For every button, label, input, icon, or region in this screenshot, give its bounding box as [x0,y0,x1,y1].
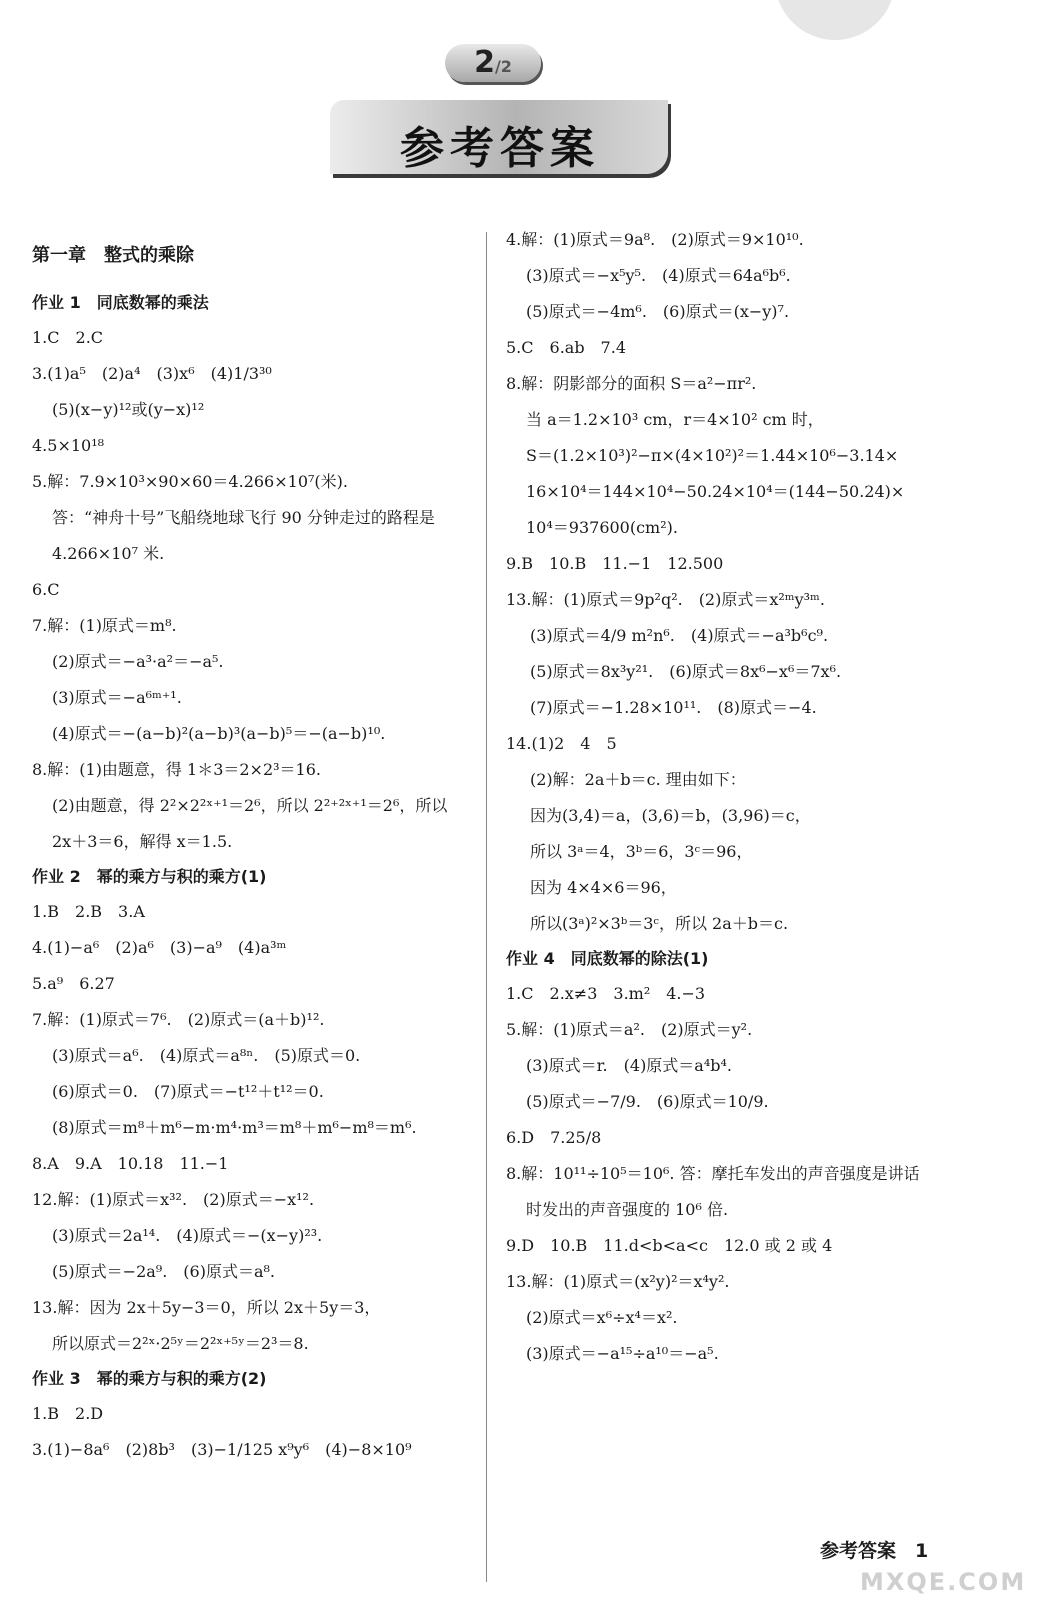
answer-line: (5)原式＝−2a⁹. (6)原式＝a⁸. [52,1262,275,1281]
answer-line: 所以(3ᵃ)²×3ᵇ＝3ᶜ，所以 2a＋b＝c. [530,914,789,933]
answer-line: 所以 3ᵃ＝4，3ᵇ＝6，3ᶜ＝96， [530,842,753,861]
answer-line: (2)由题意，得 2²×2²ˣ⁺¹＝2⁶，所以 2²⁺²ˣ⁺¹＝2⁶，所以 [52,796,448,815]
answer-line: 1.B 2.D [32,1404,104,1423]
answer-line: (3)原式＝r. (4)原式＝a⁴b⁴. [526,1056,733,1075]
answer-line: 因为 4×4×6＝96， [530,878,677,897]
answer-line: 2x＋3＝6，解得 x＝1.5. [52,832,233,851]
page-footer: 参考答案 1 [820,1540,929,1562]
answer-line: (6)原式＝0. (7)原式＝−t¹²＋t¹²＝0. [52,1082,324,1101]
answer-line: (3)原式＝−a¹⁵÷a¹⁰＝−a⁵. [526,1344,719,1363]
answer-line: 当 a＝1.2×10³ cm，r＝4×10² cm 时， [526,410,824,429]
answer-line: 7.解：(1)原式＝7⁶. (2)原式＝(a＋b)¹². [32,1010,325,1029]
answer-line: 12.解：(1)原式＝x³². (2)原式＝−x¹². [32,1190,315,1209]
answer-line: 3.(1)a⁵ (2)a⁴ (3)x⁶ (4)1/3³⁰ [32,364,272,383]
answer-line: (2)原式＝x⁶÷x⁴＝x². [526,1308,678,1327]
answer-line: 4.5×10¹⁸ [32,436,105,455]
answer-line: (5)原式＝−7/9. (6)原式＝10/9. [526,1092,769,1111]
answer-line: 1.B 2.B 3.A [32,902,145,921]
answer-line: (8)原式＝m⁸＋m⁶−m·m⁴·m³＝m⁸＋m⁶−m⁸＝m⁶. [52,1118,417,1137]
section-heading: 作业 4 同底数幂的除法(1) [506,949,709,968]
badge-main: 2 [474,45,495,80]
answer-line: 6.D 7.25/8 [506,1128,602,1147]
answer-line: (2)原式＝−a³·a²＝−a⁵. [52,652,224,671]
answer-line: 7.解：(1)原式＝m⁸. [32,616,177,635]
answer-line: 5.a⁹ 6.27 [32,974,115,993]
answer-line: 5.解：(1)原式＝a². (2)原式＝y². [506,1020,753,1039]
answer-line: 1.C 2.x≠3 3.m² 4.−3 [506,984,706,1003]
answer-line: 6.C [32,580,60,599]
watermark: MXQE.COM [860,1568,1027,1596]
answer-line: (3)原式＝a⁶. (4)原式＝a⁸ⁿ. (5)原式＝0. [52,1046,361,1065]
answer-line: 9.B 10.B 11.−1 12.500 [506,554,724,573]
column-divider [486,232,487,1582]
answer-line: 4.266×10⁷ 米. [52,544,165,563]
answer-line: (5)原式＝−4m⁶. (6)原式＝(x−y)⁷. [526,302,790,321]
answer-line: 8.解：10¹¹÷10⁵＝10⁶. 答：摩托车发出的声音强度是讲话 [506,1164,920,1183]
answer-line: 8.解：(1)由题意，得 1＊3＝2×2³＝16. [32,760,322,779]
answer-line: S＝(1.2×10³)²−π×(4×10²)²＝1.44×10⁶−3.14× [526,446,899,465]
answer-line: 14.(1)2 4 5 [506,734,617,753]
answer-line: 13.解：因为 2x＋5y−3＝0，所以 2x＋5y＝3， [32,1298,381,1317]
answer-line: (3)原式＝4/9 m²n⁶. (4)原式＝−a³b⁶c⁹. [530,626,829,645]
corner-decoration [775,0,895,40]
answer-line: 9.D 10.B 11.d<b<a<c 12.0 或 2 或 4 [506,1236,833,1255]
answer-line: 所以原式＝2²ˣ·2⁵ʸ＝2²ˣ⁺⁵ʸ＝2³＝8. [52,1334,309,1353]
section-heading: 作业 3 幂的乘方与积的乘方(2) [32,1369,267,1388]
badge-sub: /2 [494,57,512,76]
answer-line: (5)原式＝8x³y²¹. (6)原式＝8x⁶−x⁶＝7x⁶. [530,662,842,681]
answer-line: (3)原式＝−x⁵y⁵. (4)原式＝64a⁶b⁶. [526,266,791,285]
answer-line: 答：“神舟十号”飞船绕地球飞行 90 分钟走过的路程是 [52,508,435,527]
answer-line: 4.解：(1)原式＝9a⁸. (2)原式＝9×10¹⁰. [506,230,804,249]
right-column [506,222,1006,1372]
section-heading: 作业 1 同底数幂的乘法 [32,293,209,312]
answer-line: 10⁴＝937600(cm²). [526,518,678,537]
page-badge [445,44,541,82]
answer-line: 13.解：(1)原式＝(x²y)²＝x⁴y². [506,1272,730,1291]
answer-line: 16×10⁴＝144×10⁴−50.24×10⁴＝(144−50.24)× [526,482,905,501]
answer-line: 5.解：7.9×10³×90×60＝4.266×10⁷(米). [32,472,348,491]
section-heading: 作业 2 幂的乘方与积的乘方(1) [32,867,267,886]
answer-line: 1.C 2.C [32,328,104,347]
answer-line: (3)原式＝−a⁶ᵐ⁺¹. [52,688,182,707]
answer-line: (5)(x−y)¹²或(y−x)¹² [52,400,205,419]
answer-line: 8.解：阴影部分的面积 S＝a²−πr². [506,374,757,393]
answer-line: (3)原式＝2a¹⁴. (4)原式＝−(x−y)²³. [52,1226,323,1245]
answer-line: 5.C 6.ab 7.4 [506,338,627,357]
answer-line: (4)原式＝−(a−b)²(a−b)³(a−b)⁵＝−(a−b)¹⁰. [52,724,386,743]
chapter-heading: 第一章 整式的乘除 [32,245,194,266]
answer-line: 13.解：(1)原式＝9p²q². (2)原式＝x²ᵐy³ᵐ. [506,590,825,609]
answer-line: 时发出的声音强度的 10⁶ 倍. [526,1200,729,1219]
answer-line: (2)解：2a＋b＝c. 理由如下： [530,770,746,789]
answer-line: 因为(3,4)＝a，(3,6)＝b，(3,96)＝c， [530,806,811,825]
left-column [32,236,477,1468]
answer-line: 3.(1)−8a⁶ (2)8b³ (3)−1/125 x⁹y⁶ (4)−8×10⁹ [32,1440,412,1459]
page-title: 参考答案 [400,123,600,174]
answer-line: 8.A 9.A 10.18 11.−1 [32,1154,229,1173]
answer-line: 4.(1)−a⁶ (2)a⁶ (3)−a⁹ (4)a³ᵐ [32,938,287,957]
answer-line: (7)原式＝−1.28×10¹¹. (8)原式＝−4. [530,698,817,717]
